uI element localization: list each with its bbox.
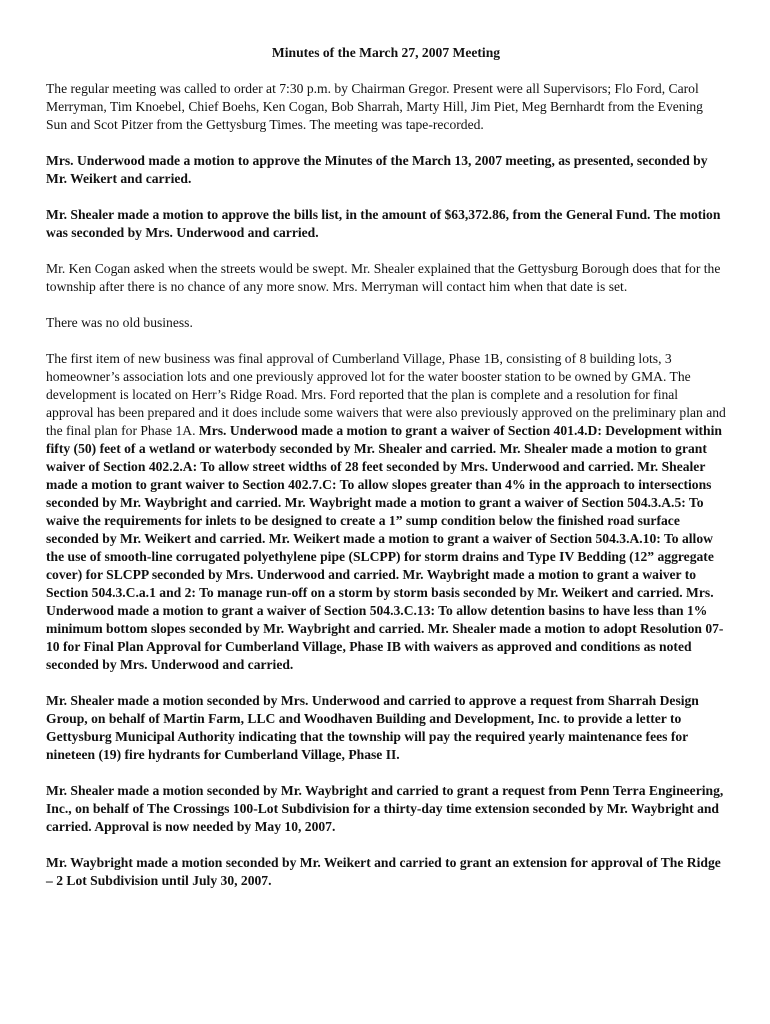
paragraph-street-sweeping: Mr. Ken Cogan asked when the streets would be swept. Mr. Shealer explained that the Gettysburg Borough does that for the township after there is no chance of any more snow. Mrs. Merryman will contact him when that date is set. [46, 261, 721, 294]
page-title: Minutes of the March 27, 2007 Meeting [271, 45, 501, 60]
paragraph-ridge-motion: Mr. Waybright made a motion seconded by Mr. Weikert and carried to grant an extension for approval of The Ridge – 2 Lot Subdivision until July 30, 2007. [46, 855, 721, 888]
waiver-motions-text: Mrs. Underwood made a motion to grant a waiver of Section 401.4.D: Development within fifty (50) feet of a wetland or waterbody seconded by Mr. Shealer and carried. Mr. Shealer made a motion to grant waiver of Section 402.2.A: To allow street widths of 28 feet seconded by Mrs. Underwood and carried. Mr. Shealer made a motion to grant waiver to Section 402.7.C: To allow slopes greater than 4% in the approach to intersections seconded by Mr. Waybright and carried. Mr. Waybright made a motion to grant a waiver of Section 504.3.A.5: To waive the requirements for inlets to be designed to create a 1” sump condition below the finished road surface seconded by Mr. Weikert and carried. Mr. Weikert made a motion to grant a waiver of Section 504.3.A.10: To allow the use of smooth-line corrugated polyethylene pipe (SLCPP) for storm drains and Type IV Bedding (12” aggregate cover) for SLCPP seconded by Mrs. Underwood and carried. Mr. Waybright made a motion to grant a waiver to Section 504.3.C.a.1 and 2: To manage run-off on a storm by storm basis seconded by Mr. Weikert and carried. Mrs. Underwood made a motion to grant a waiver of Section 504.3.C.13: To allow detention basins to have less than 1% minimum bottom slopes seconded by Mr. Waybright and carried. Mr. Shealer made a motion to adopt Resolution 07-10 for Final Plan Approval for Cumberland Village, Phase IB with waivers as approved and conditions as noted seconded by Mrs. Underwood and carried. [46, 423, 724, 672]
paragraph-extension-motion: Mr. Shealer made a motion seconded by Mr. Waybright and carried to grant a request from Penn Terra Engineering, Inc., on behalf of The Crossings 100-Lot Subdivision for a thirty-day time extension seconded by Mr. Waybright and carried. Approval is now needed by May 10, 2007. [46, 783, 724, 834]
document-page [46, 44, 726, 908]
paragraph-call-to-order: The regular meeting was called to order at 7:30 p.m. by Chairman Gregor. Present were all Supervisors; Flo Ford, Carol Merryman, Tim Knoebel, Chief Boehs, Ken Cogan, Bob Sharrah, Marty Hill, Jim Piet, Meg Bernhardt from the Evening Sun and Scot Pitzer from the Gettysburg Times. The meeting was tape-recorded. [46, 81, 703, 132]
new-business-text: The first item of new business was final approval of Cumberland Village, Phase 1B, consisting of 8 building lots, 3 homeowner’s association lots and one previously approved lot for the water booster station to be owned by GMA. The development is located on Herr’s Ridge Road. Mrs. Ford reported that the plan is complete and a resolution for final approval has been prepared and it does include some waivers that were also previously approved on the preliminary plan and the final plan for Phase 1A. [46, 351, 726, 438]
paragraph-hydrant-motion: Mr. Shealer made a motion seconded by Mrs. Underwood and carried to approve a request from Sharrah Design Group, on behalf of Martin Farm, LLC and Woodhaven Building and Development, Inc. to provide a letter to Gettysburg Municipal Authority indicating that the township will pay the required yearly maintenance fees for nineteen (19) fire hydrants for Cumberland Village, Phase II. [46, 693, 699, 762]
paragraph-minutes-motion: Mrs. Underwood made a motion to approve the Minutes of the March 13, 2007 meeting, as presented, seconded by Mr. Weikert and carried. [46, 153, 708, 186]
paragraph-old-business: There was no old business. [46, 315, 193, 330]
paragraph-bills-motion: Mr. Shealer made a motion to approve the bills list, in the amount of $63,372.86, from the General Fund. The motion was seconded by Mrs. Underwood and carried. [46, 207, 721, 240]
paragraph-new-business [46, 350, 726, 674]
